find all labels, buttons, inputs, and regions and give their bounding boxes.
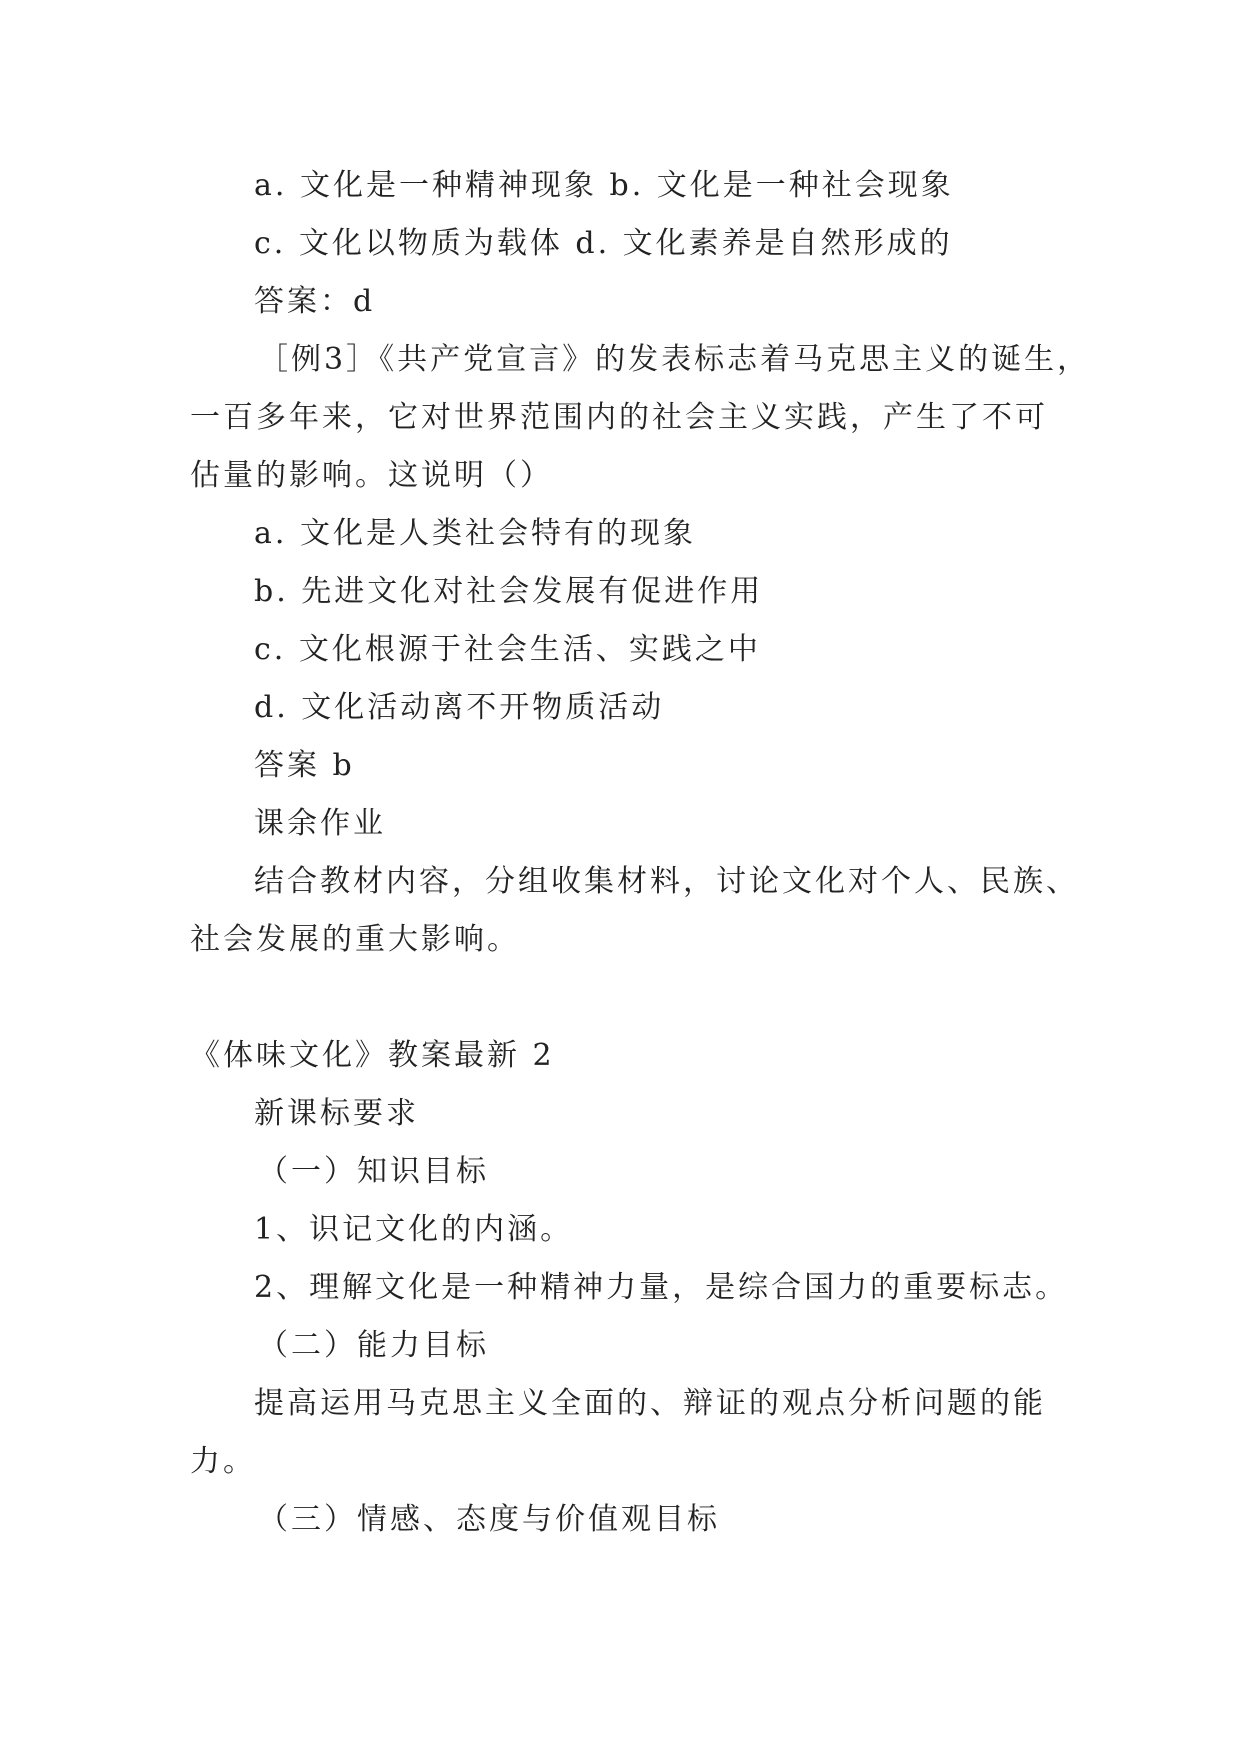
answer-b-line: 答案 b — [254, 748, 355, 783]
example-3-question-end: 估量的影响。这说明（） — [190, 458, 553, 493]
homework-text-cont: 社会发展的重大影响。 — [190, 922, 520, 957]
values-goals-heading: （三）情感、态度与价值观目标 — [258, 1502, 720, 1537]
section-title: 《体味文化》教案最新 2 — [190, 1038, 555, 1073]
homework-heading: 课余作业 — [254, 806, 386, 841]
option-a-line: a. 文化是人类社会特有的现象 — [254, 516, 696, 551]
example-3-question-cont: 一百多年来，它对世界范围内的社会主义实践，产生了不可 — [190, 400, 1048, 435]
option-ab-line: a. 文化是一种精神现象 b. 文化是一种社会现象 — [254, 168, 954, 203]
curriculum-heading: 新课标要求 — [254, 1096, 419, 1131]
ability-goal-text: 提高运用马克思主义全面的、辩证的观点分析问题的能 — [254, 1386, 1046, 1421]
option-c-line: c. 文化根源于社会生活、实践之中 — [254, 632, 761, 667]
ability-goal-text-cont: 力。 — [190, 1444, 256, 1479]
knowledge-goal-2: 2、理解文化是一种精神力量，是综合国力的重要标志。 — [254, 1270, 1069, 1305]
example-3-question: ［例3］《共产党宣言》的发表标志着马克思主义的诞生， — [258, 342, 1091, 377]
knowledge-goal-1: 1、识记文化的内涵。 — [254, 1212, 574, 1247]
knowledge-goals-heading: （一）知识目标 — [258, 1154, 489, 1189]
homework-text: 结合教材内容，分组收集材料，讨论文化对个人、民族、 — [254, 864, 1079, 899]
ability-goals-heading: （二）能力目标 — [258, 1328, 489, 1363]
option-b-line: b. 先进文化对社会发展有促进作用 — [254, 574, 764, 609]
answer-line: 答案：d — [254, 284, 376, 319]
option-d-line: d. 文化活动离不开物质活动 — [254, 690, 665, 725]
option-cd-line: c. 文化以物质为载体 d. 文化素养是自然形成的 — [254, 226, 953, 261]
